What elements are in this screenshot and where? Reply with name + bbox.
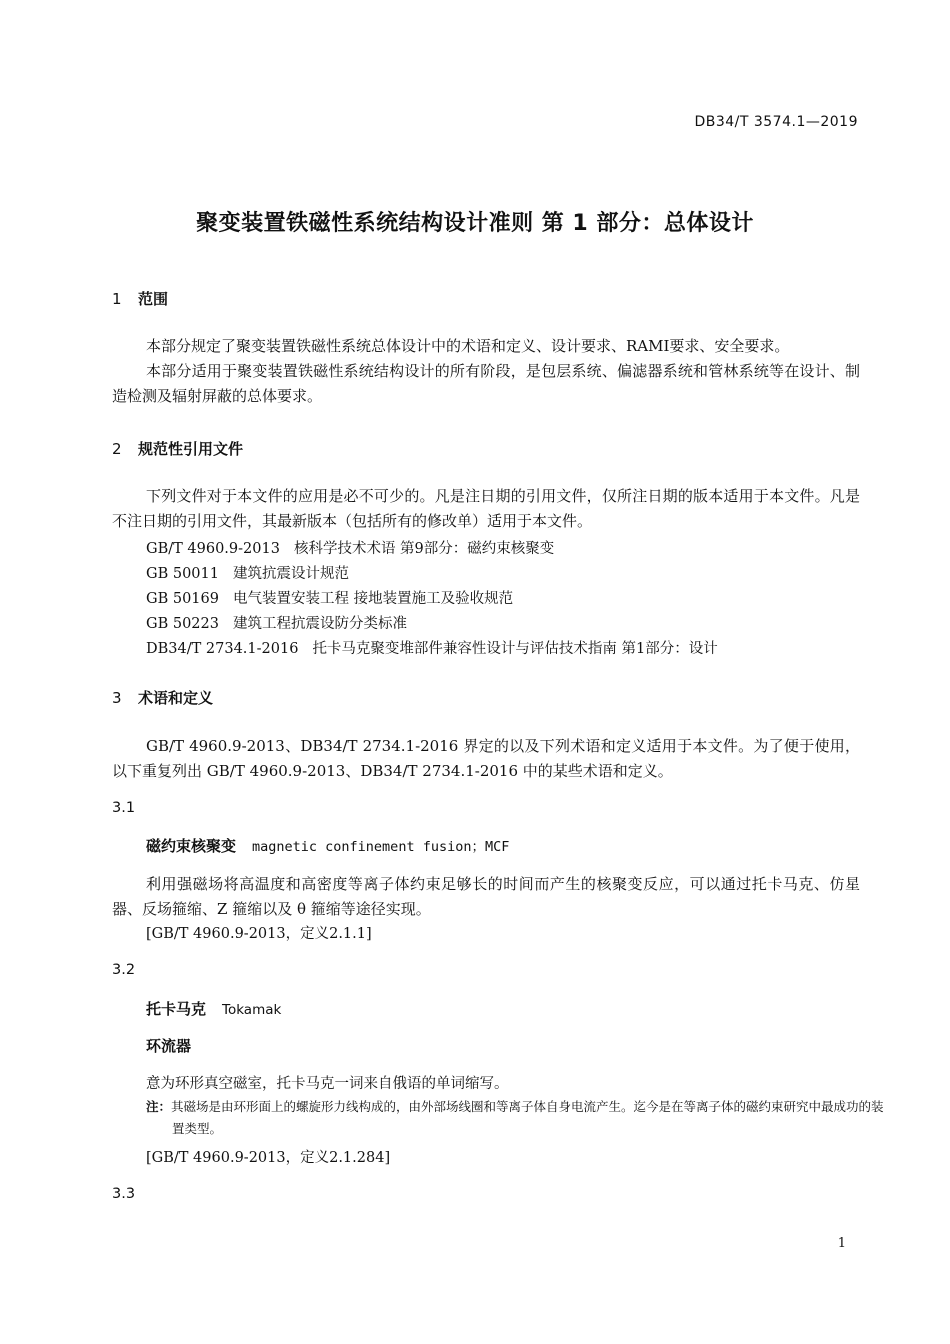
reference-code: DB34/T 2734.1-2016 xyxy=(146,641,299,657)
section-heading-normative xyxy=(112,438,243,459)
reference-item xyxy=(146,562,349,583)
terms-intro: GB/T 4960.9-2013、DB34/T 2734.1-2016 界定的以及下列术语和定义适用于本文件。为了便于使用，以下重复列出 GB/T 4960.9-2013、DB34/T 2734.1-2016 中的某些术语和定义。 xyxy=(112,737,860,780)
reference-title: 核科学技术术语 第9部分：磁约束核聚变 xyxy=(293,541,555,557)
term-english: magnetic confinement fusion；MCF xyxy=(252,839,510,855)
reference-code: GB 50169 xyxy=(146,591,219,607)
term-chinese: 磁约束核聚变 xyxy=(146,837,237,855)
section-heading-scope xyxy=(112,288,168,309)
term-chinese: 托卡马克 xyxy=(146,1000,207,1018)
reference-item xyxy=(146,537,554,558)
reference-title: 建筑工程抗震设防分类标准 xyxy=(232,616,407,632)
section-title: 范围 xyxy=(138,290,169,308)
reference-code: GB 50011 xyxy=(146,566,219,582)
section-number: 2 xyxy=(112,440,122,458)
section-title: 术语和定义 xyxy=(138,689,214,707)
page-number: 1 xyxy=(837,1236,846,1251)
term-number: 3.2 xyxy=(112,962,136,978)
section-number: 1 xyxy=(112,290,122,308)
section-title: 规范性引用文件 xyxy=(138,440,244,458)
note-label: 注： xyxy=(146,1099,172,1114)
reference-item xyxy=(146,587,513,608)
term-definition: 意为环形真空磁室，托卡马克一词来自俄语的单词缩写。 xyxy=(146,1076,509,1092)
scope-paragraph-1: 本部分规定了聚变装置铁磁性系统总体设计中的术语和定义、设计要求、RAMI要求、安全要求。 xyxy=(146,337,790,355)
term-synonym: 环流器 xyxy=(146,1037,192,1055)
document-title: 聚变装置铁磁性系统结构设计准则 第 1 部分：总体设计 xyxy=(196,211,754,236)
reference-code: GB 50223 xyxy=(146,616,219,632)
reference-title: 电气装置安装工程 接地装置施工及验收规范 xyxy=(232,591,514,607)
reference-title: 建筑抗震设计规范 xyxy=(232,566,349,582)
reference-title: 托卡马克聚变堆部件兼容性设计与评估技术指南 第1部分：设计 xyxy=(312,641,718,657)
term-note xyxy=(146,1096,886,1140)
section-heading-terms xyxy=(112,687,213,708)
reference-item xyxy=(146,612,407,633)
term-number: 3.3 xyxy=(112,1186,136,1202)
note-text: 其磁场是由环形面上的螺旋形力线构成的，由外部场线圈和等离子体自身电流产生。迄今是在等离子体的磁约束研究中最成功的装置类型。 xyxy=(171,1099,884,1136)
document-code: DB34/T 3574.1—2019 xyxy=(694,114,858,130)
term-source: [GB/T 4960.9-2013，定义2.1.1] xyxy=(146,926,372,942)
term-heading xyxy=(146,835,509,856)
normative-intro: 下列文件对于本文件的应用是必不可少的。凡是注日期的引用文件，仅所注日期的版本适用于本文件。凡是不注日期的引用文件，其最新版本（包括所有的修改单）适用于本文件。 xyxy=(112,487,860,530)
section-number: 3 xyxy=(112,689,122,707)
reference-code: GB/T 4960.9-2013 xyxy=(146,541,280,557)
reference-item xyxy=(146,637,718,658)
term-number: 3.1 xyxy=(112,800,136,816)
scope-paragraph-2: 本部分适用于聚变装置铁磁性系统结构设计的所有阶段，是包层系统、偏滤器系统和管林系统等在设计、制造检测及辐射屏蔽的总体要求。 xyxy=(112,362,860,405)
term-source: [GB/T 4960.9-2013，定义2.1.284] xyxy=(146,1150,391,1166)
term-english: Tokamak xyxy=(222,1002,282,1018)
term-definition: 利用强磁场将高温度和高密度等离子体约束足够长的时间而产生的核聚变反应，可以通过托卡马克、仿星器、反场箍缩、Z 箍缩以及 θ 箍缩等途径实现。 xyxy=(112,875,860,918)
term-heading xyxy=(146,998,281,1019)
